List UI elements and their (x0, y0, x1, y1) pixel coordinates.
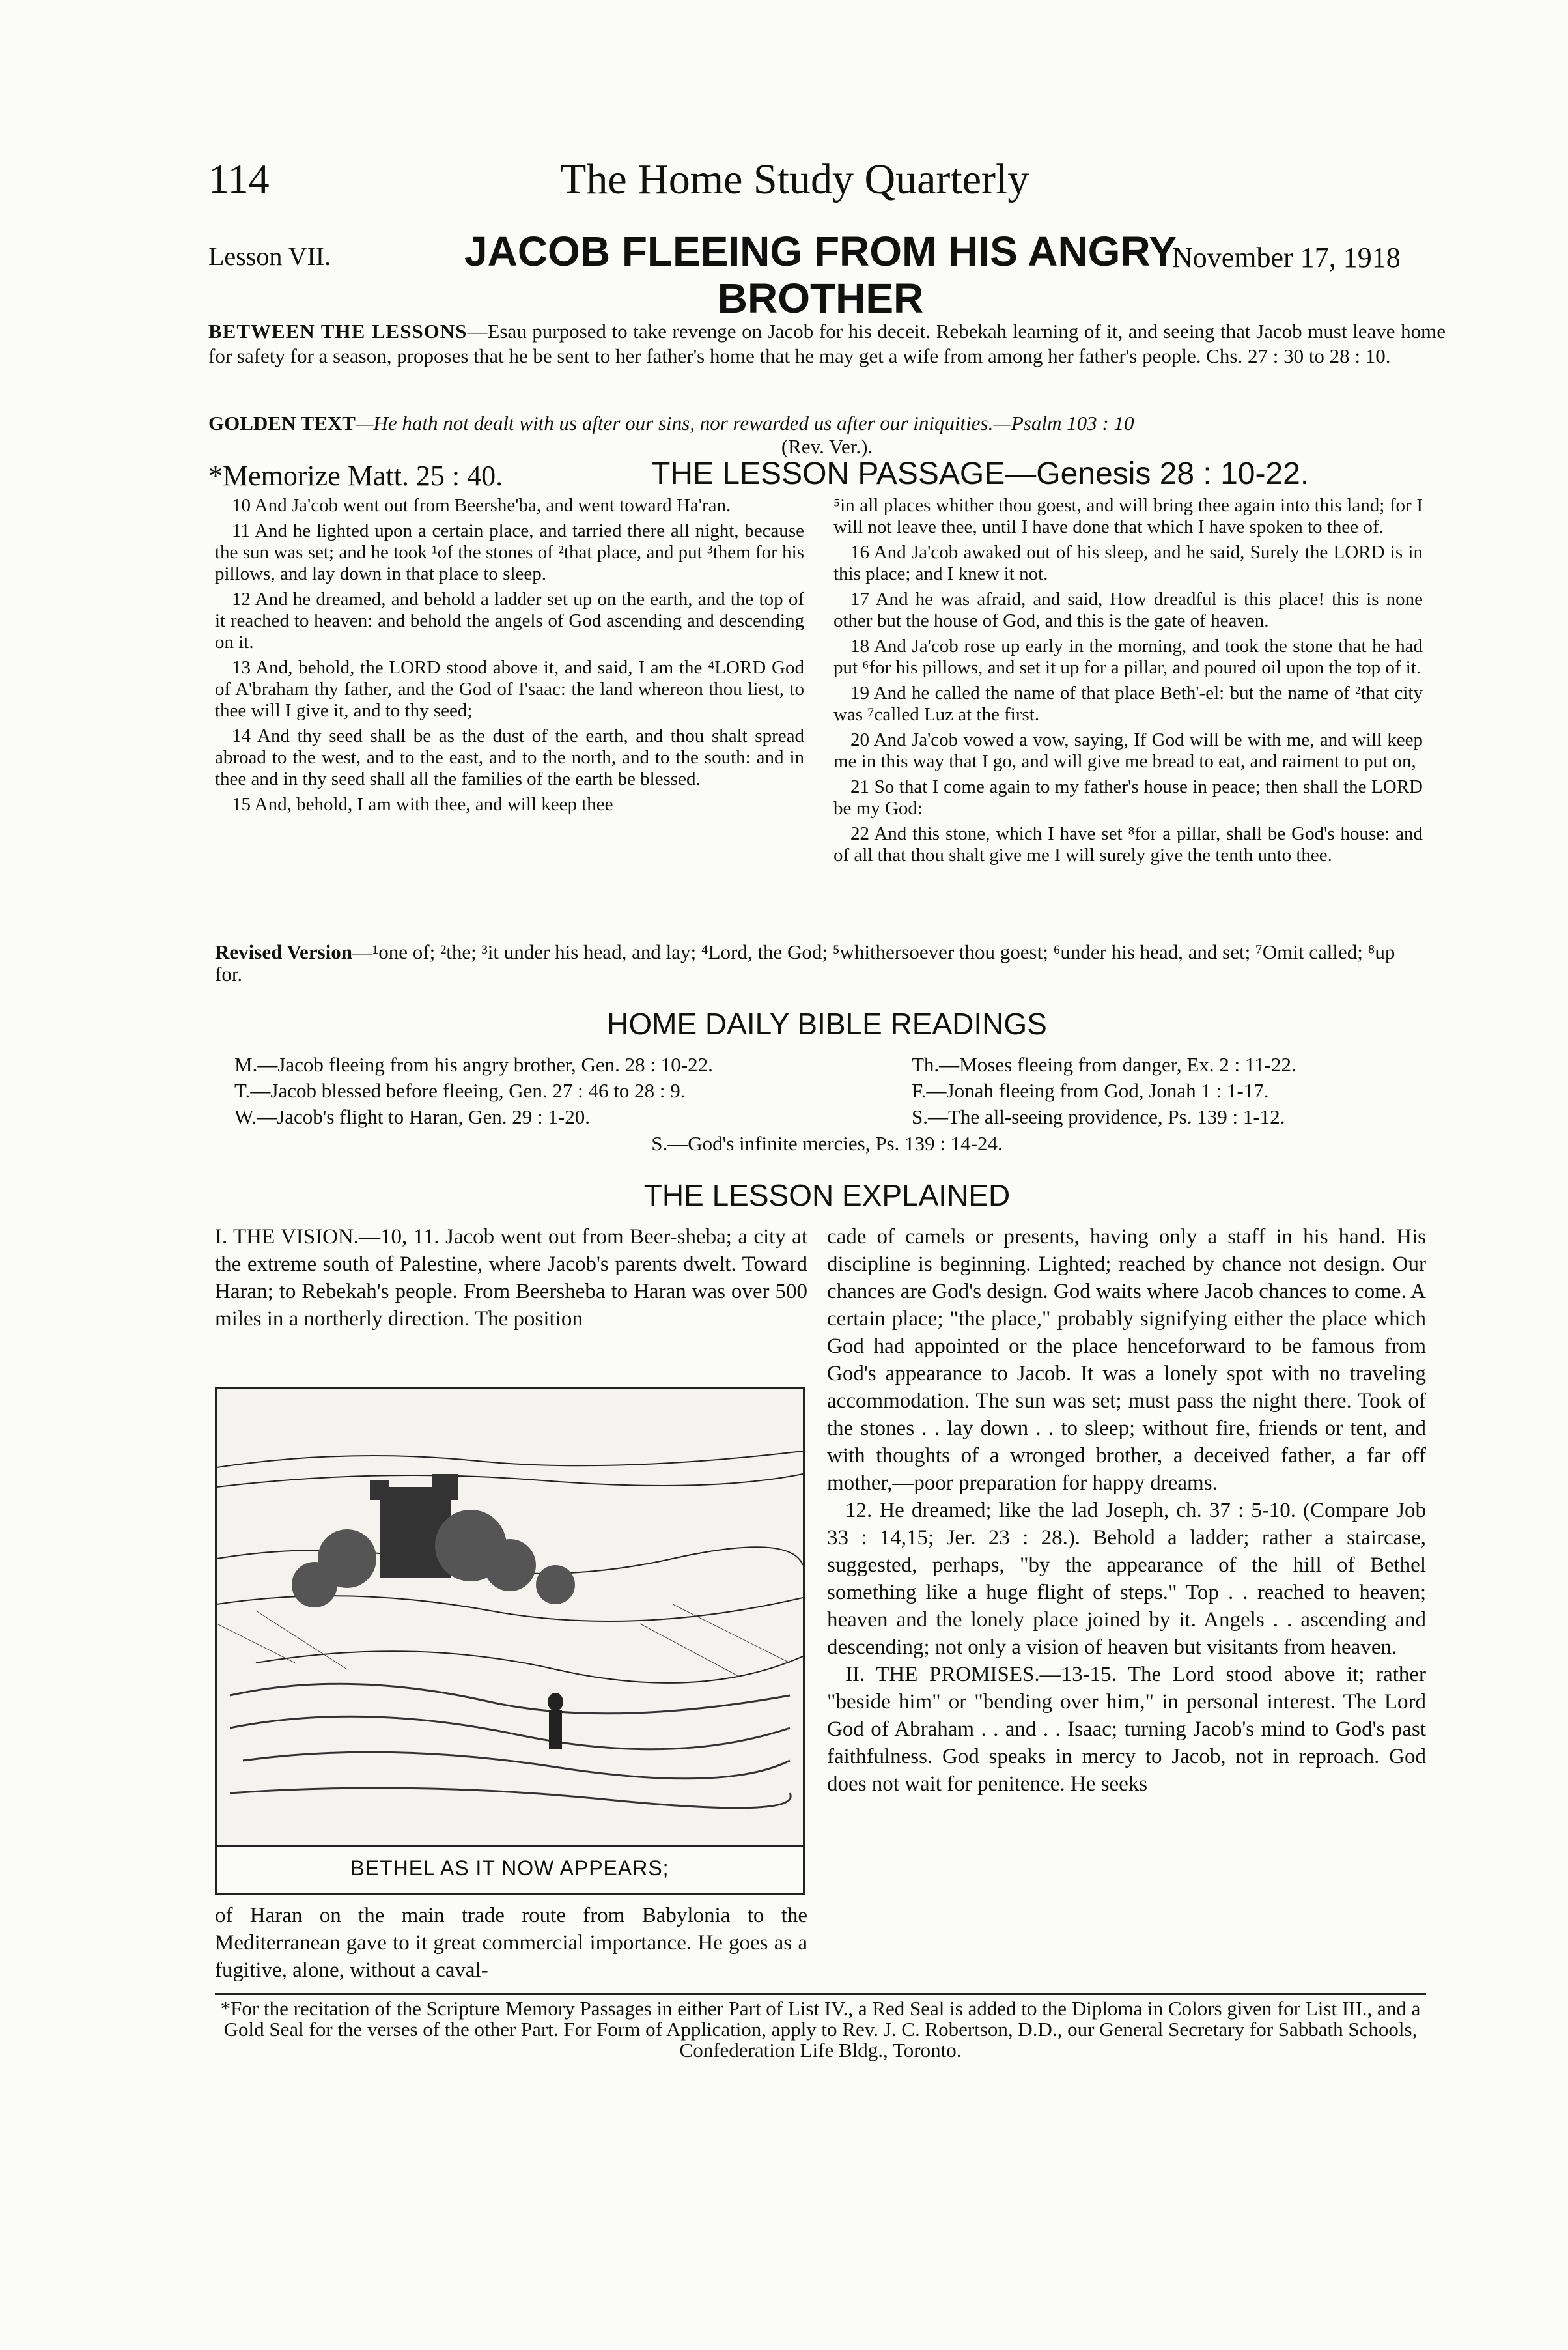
reading-item: M.—Jacob fleeing from his angry brother, Gen. 28 : 10-22. (234, 1053, 713, 1076)
verse: 11 And he lighted upon a certain place, and tarried there all night, because the sun was set; and he took ¹of the stones of ²that place, and put ³them for his pillows, and lay down in that place to sleep. (215, 520, 804, 584)
explained-paragraph: cade of camels or presents, having only a staff in his hand. His discipline is beginning. Lighted; reached by chance not design. Our chances are God's design. God waits where Jacob chances to come. A certain place; "the place," probably signifying either the place which God had appointed or the place henceforward to be famous from God's appearance to Jacob. It was a lonely spot with no traveling accommodation. The sun was set; must pass the night there. Took of the stones . . lay down . . to sleep; without fire, friends or tent, and with thoughts of a wronged brother, a deceived father, a far off mother,—poor preparation for happy dreams. (827, 1225, 1426, 1495)
between-text: —Esau purposed to take revenge on Jacob for his deceit. Rebekah learning of it, and seeing that Jacob must leave home for safety for a season, proposes that he be sent to her father's home that he may get a wife from among her father's people. Chs. 27 : 30 to 28 : 10. (208, 320, 1446, 367)
figure-caption: BETHEL AS IT NOW APPEARS; (350, 1856, 669, 1880)
verse: ⁵in all places whither thou goest, and will bring thee again into this land; for I will not leave thee, until I have done that which I have spoken to thee of. (833, 495, 1423, 537)
golden-version: (Rev. Ver.). (781, 435, 873, 458)
between-label: BETWEEN THE LESSONS (208, 320, 468, 343)
verse: 12 And he dreamed, and behold a ladder set up on the earth, and the top of it reached to heaven: and behold the angels of God ascending and descending on it. (215, 589, 804, 653)
lesson-date: November 17, 1918 (1172, 242, 1401, 274)
between-the-lessons (208, 319, 1446, 369)
revised-label: Revised Version (215, 941, 352, 963)
verse: 15 And, behold, I am with thee, and will keep thee (232, 794, 613, 815)
explained-paragraph: II. THE PROMISES.—13-15. The Lord stood above it; rather "beside him" or "bending over him," in personal interest. The Lord God of Abraham . . and . . Isaac; turning Jacob's mind to God's past faithfulness. God speaks in mercy to Jacob, not in reproach. God does not wait for penitence. He seeks (827, 1663, 1426, 1796)
reading-item: W.—Jacob's flight to Haran, Gen. 29 : 1-20. (234, 1105, 590, 1128)
page-number: 114 (208, 156, 270, 202)
reading-item: S.—The all-seeing providence, Ps. 139 : 1-12. (912, 1105, 1285, 1128)
verse: 19 And he called the name of that place Beth'-el: but the name of ²that city was ⁷called Luz at the first. (833, 683, 1423, 725)
bethel-landscape-image (217, 1389, 803, 1845)
bethel-illustration (215, 1387, 805, 1895)
verse: 18 And Ja'cob rose up early in the morning, and took the stone that he had put ⁶for his pillows, and set it up for a pillar, and poured oil upon the top of it. (833, 636, 1423, 678)
caption-divider (217, 1845, 803, 1847)
explained-left-top (215, 1223, 807, 1333)
passage-right-column (833, 495, 1423, 870)
reading-item: S.—God's infinite mercies, Ps. 139 : 14-24. (651, 1132, 1003, 1155)
revised-text: —¹one of; ²the; ³it under his head, and lay; ⁴Lord, the God; ⁵whithersoever thou goest; ⁶under his head, and set; ⁷Omit called; ⁸up for. (215, 941, 1395, 985)
publication-title: The Home Study Quarterly (560, 156, 1029, 203)
verse: 22 And this stone, which I have set ⁸for a pillar, shall be God's house: and of all that thou shalt give me I will surely give the tenth unto thee. (833, 823, 1423, 866)
lesson-title: JACOB FLEEING FROM HIS ANGRY BROTHER (464, 228, 1177, 322)
golden-label: GOLDEN TEXT (208, 412, 356, 434)
reading-item: F.—Jonah fleeing from God, Jonah 1 : 1-17. (912, 1079, 1269, 1102)
verse: 14 And thy seed shall be as the dust of the earth, and thou shalt spread abroad to the west, and to the east, and to the north, and to the south: and in thee and in thy seed shall all the families of the earth be blessed. (215, 726, 804, 789)
lesson-passage-heading (651, 456, 1309, 492)
readings-left (234, 1052, 873, 1130)
lesson-number: Lesson VII. (208, 242, 331, 271)
verse: 10 And Ja'cob went out from Beershe'ba, and went toward Ha'ran. (232, 495, 731, 516)
reading-item: T.—Jacob blessed before fleeing, Gen. 27 : 46 to 28 : 9. (234, 1079, 686, 1102)
memorize-note: *Memorize Matt. 25 : 40. (208, 460, 503, 492)
passage-left-column (215, 495, 804, 819)
explained-paragraph: I. THE VISION.—10, 11. Jacob went out from Beer-sheba; a city at the extreme south of Palestine, where Jacob's parents dwelt. Toward Haran; to Rebekah's people. From Beersheba to Haran was over 500 miles in a northerly direction. The position (215, 1225, 807, 1331)
explained-heading: THE LESSON EXPLAINED (643, 1178, 1011, 1212)
footnote-divider (215, 1993, 1426, 1995)
revised-version-notes (215, 941, 1426, 985)
passage-label: THE LESSON PASSAGE (651, 457, 1005, 491)
golden-text (208, 412, 1446, 459)
verse: 13 And, behold, the LORD stood above it, and said, I am the ⁴LORD God of A'braham thy father, and the God of I'saac: the land whereon thou liest, to thee will I give it, and to thy seed; (215, 657, 804, 721)
golden-verse: —He hath not dealt with us after our sins, nor rewarded us after our iniquities.—Psalm 103 : 10 (355, 412, 1134, 434)
explained-paragraph: of Haran on the main trade route from Babylonia to the Mediterranean gave to it great commercial importance. He goes as a fugitive, alone, without a caval- (215, 1904, 807, 1982)
readings-heading: HOME DAILY BIBLE READINGS (607, 1007, 1047, 1041)
readings-right (912, 1052, 1433, 1130)
reading-item: Th.—Moses fleeing from danger, Ex. 2 : 11-22. (912, 1053, 1296, 1076)
explained-right-column (827, 1223, 1426, 1798)
verse: 20 And Ja'cob vowed a vow, saying, If God will be with me, and will keep me in this way that I go, and will give me bread to eat, and raiment to put on, (833, 729, 1423, 772)
verse: 17 And he was afraid, and said, How dreadful is this place! this is none other but the house of God, and this is the gate of heaven. (833, 589, 1423, 631)
verse: 16 And Ja'cob awaked out of his sleep, and he said, Surely the LORD is in this place; and I knew it not. (833, 542, 1423, 584)
footnote: *For the recitation of the Scripture Memory Passages in either Part of List IV., a Red Seal is added to the Diploma in Colors given for List III., and a Gold Seal for the verses of the other Part. For Form of Application, apply to Rev. J. C. Robertson, D.D., our General Secretary for Sabbath Schools, Confederation Life Bldg., Toronto. (220, 1997, 1421, 2061)
passage-reference: —Genesis 28 : 10-22. (1005, 457, 1309, 491)
explained-left-bottom (215, 1902, 807, 1984)
explained-paragraph: 12. He dreamed; like the lad Joseph, ch. 37 : 5-10. (Compare Job 33 : 14,15; Jer. 23 : 28.). Behold a ladder; rather a staircase, suggested, perhaps, "by the appearance of the hill of Bethel something like a huge flight of steps." Top . . reached to heaven; heaven and the lonely place joined by it. Angels . . ascending and descending; not only a vision of heaven but visitants from heaven. (827, 1499, 1426, 1659)
verse: 21 So that I come again to my father's house in peace; then shall the LORD be my God: (833, 776, 1423, 819)
